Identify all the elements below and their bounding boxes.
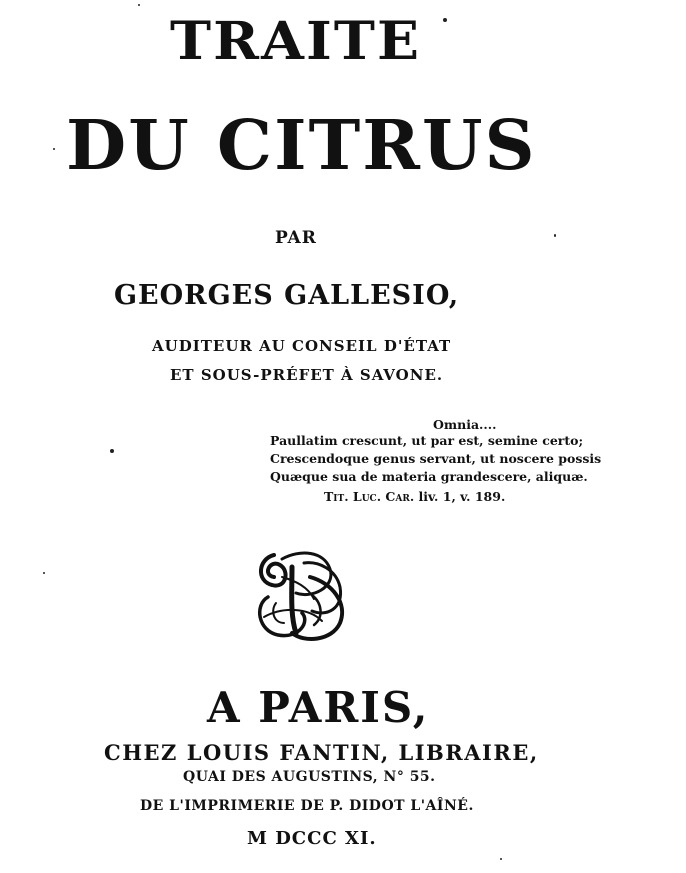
paper-speck — [443, 18, 447, 22]
author-affiliation-line-2: ET SOUS-PRÉFET À SAVONE. — [170, 366, 444, 384]
author-affiliation-line-1: AUDITEUR AU CONSEIL D'ÉTAT — [152, 337, 452, 355]
epigraph-source-author: Tit. Luc. Car. — [324, 489, 415, 504]
title-line-2: DU CITRUS — [66, 106, 537, 186]
epigraph-source-ref: liv. 1, v. 189. — [414, 489, 506, 504]
epigraph-line: Crescendoque genus servant, ut noscere possis — [270, 451, 602, 466]
title-line-1: TRAITE — [170, 11, 422, 72]
author-name: GEORGES GALLESIO, — [114, 280, 460, 311]
epigraph-source — [324, 491, 505, 504]
paper-speck — [138, 4, 140, 6]
epigraph-heading: Omnia.... — [433, 417, 497, 432]
imprint-printer: DE L'IMPRIMERIE DE P. DIDOT L'AÎNÉ. — [140, 798, 474, 814]
imprint-publisher: CHEZ LOUIS FANTIN, LIBRAIRE, — [104, 740, 539, 765]
paper-speck — [500, 858, 502, 860]
paper-speck — [110, 449, 114, 453]
epigraph-line: Quæque sua de materia grandescere, aliquæ. — [270, 469, 588, 484]
paper-speck — [554, 234, 556, 237]
printer-monogram-icon — [252, 547, 352, 645]
by-label: PAR — [275, 228, 317, 248]
epigraph-line: Paullatim crescunt, ut par est, semine certo; — [270, 433, 584, 448]
imprint-date: M DCCC XI. — [247, 828, 377, 849]
imprint-city: A PARIS, — [207, 683, 430, 732]
paper-speck — [43, 572, 45, 574]
paper-speck — [53, 148, 55, 150]
imprint-address: QUAI DES AUGUSTINS, N° 55. — [183, 769, 436, 785]
